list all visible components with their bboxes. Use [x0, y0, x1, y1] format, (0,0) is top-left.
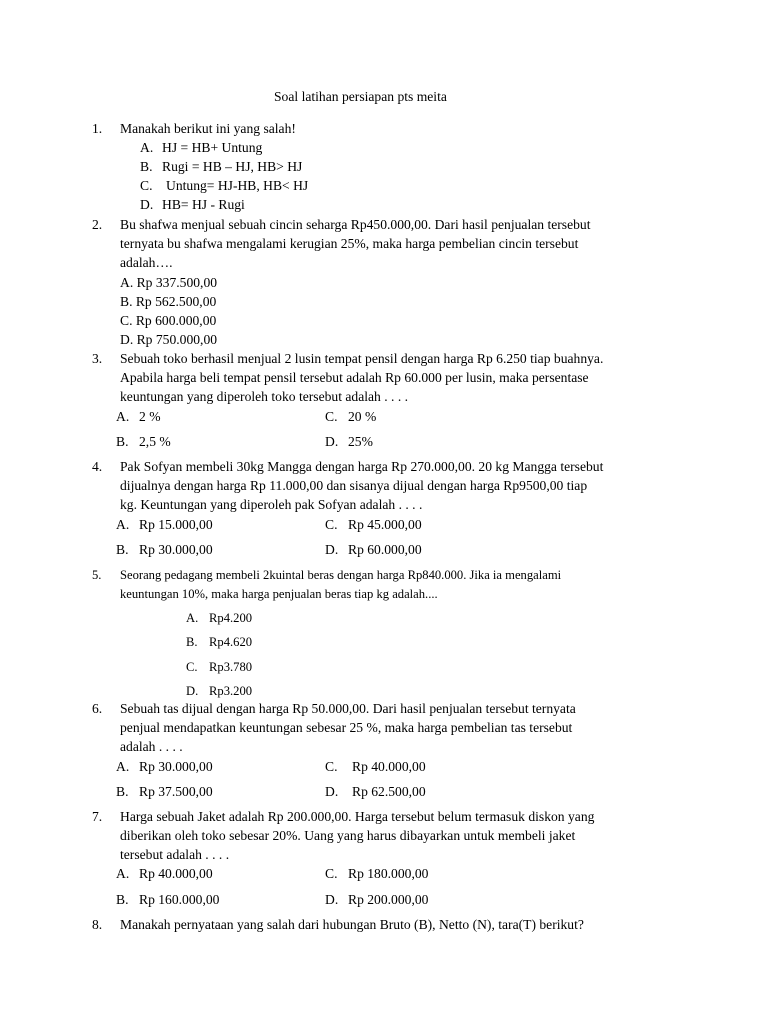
- option-letter: A.: [116, 409, 130, 424]
- question-number: 5.: [92, 568, 102, 582]
- option-letter: A.: [116, 517, 130, 532]
- question-text: keuntungan yang diperoleh toko tersebut adalah . . . .: [120, 389, 409, 404]
- question-text: Pak Sofyan membeli 30kg Mangga dengan harga Rp 270.000,00. 20 kg Mangga tersebut: [120, 459, 604, 474]
- option-letter: A.: [116, 759, 130, 774]
- option-letter: A.: [140, 140, 154, 155]
- option-text: Rp 15.000,00: [139, 517, 213, 532]
- option-text: Untung= HJ-HB, HB< HJ: [166, 178, 309, 193]
- option-text: Rp 40.000,00: [139, 866, 213, 881]
- option-text: C. Rp 600.000,00: [120, 313, 217, 328]
- option-text: Rp 30.000,00: [139, 759, 213, 774]
- option-text: Rp4.620: [209, 635, 253, 649]
- option-text: Rugi = HB – HJ, HB> HJ: [162, 159, 303, 174]
- question-number: 4.: [92, 459, 103, 474]
- question-number: 8.: [92, 917, 103, 932]
- question-text: diberikan oleh toko sebesar 20%. Uang yang harus dibayarkan untuk membeli jaket: [120, 828, 576, 843]
- option-text: Rp 45.000,00: [348, 517, 422, 532]
- option-text: Rp 37.500,00: [139, 784, 213, 799]
- question-text: Seorang pedagang membeli 2kuintal beras dengan harga Rp840.000. Jika ia mengalami: [120, 568, 562, 582]
- option-letter: D.: [325, 784, 339, 799]
- option-letter: C.: [186, 660, 198, 674]
- question-text: Apabila harga beli tempat pensil tersebut adalah Rp 60.000 per lusin, maka persentase: [120, 370, 589, 385]
- option-text: Rp 180.000,00: [348, 866, 429, 881]
- question-text: Bu shafwa menjual sebuah cincin seharga Rp450.000,00. Dari hasil penjualan tersebut: [120, 217, 591, 232]
- question-number: 3.: [92, 351, 103, 366]
- question-number: 2.: [92, 217, 103, 232]
- question-text: Sebuah tas dijual dengan harga Rp 50.000,00. Dari hasil penjualan tersebut ternyata: [120, 701, 576, 716]
- option-letter: C.: [140, 178, 153, 193]
- option-text: A. Rp 337.500,00: [120, 275, 218, 290]
- option-letter: C.: [325, 866, 338, 881]
- question-text: Sebuah toko berhasil menjual 2 lusin tempat pensil dengan harga Rp 6.250 tiap buahnya.: [120, 351, 604, 366]
- question-text: Harga sebuah Jaket adalah Rp 200.000,00. Harga tersebut belum termasuk diskon yang: [120, 809, 595, 824]
- question-text: Manakah pernyataan yang salah dari hubungan Bruto (B), Netto (N), tara(T) berikut?: [120, 917, 584, 932]
- question-text: adalah . . . .: [120, 739, 183, 754]
- option-letter: B.: [116, 784, 129, 799]
- option-text: 2 %: [139, 409, 161, 424]
- question-text: ternyata bu shafwa mengalami kerugian 25%, maka harga pembelian cincin tersebut: [120, 236, 579, 251]
- option-letter: D.: [140, 197, 154, 212]
- option-text: HJ = HB+ Untung: [162, 140, 263, 155]
- option-letter: B.: [116, 542, 129, 557]
- option-text: Rp 40.000,00: [352, 759, 426, 774]
- question-text: dijualnya dengan harga Rp 11.000,00 dan sisanya dijual dengan harga Rp9500,00 tiap: [120, 478, 588, 493]
- option-letter: D.: [325, 434, 339, 449]
- option-letter: D.: [325, 542, 339, 557]
- question-number: 6.: [92, 701, 103, 716]
- option-text: 2,5 %: [139, 434, 171, 449]
- question-number: 1.: [92, 121, 103, 136]
- question-text: penjual mendapatkan keuntungan sebesar 25 %, maka harga pembelian tas tersebut: [120, 720, 573, 735]
- option-text: Rp 30.000,00: [139, 542, 213, 557]
- option-letter: D.: [325, 892, 339, 907]
- option-text: Rp3.200: [209, 684, 253, 698]
- option-letter: C.: [325, 409, 338, 424]
- option-letter: C.: [325, 759, 338, 774]
- option-text: Rp 60.000,00: [348, 542, 422, 557]
- question-text: Manakah berikut ini yang salah!: [120, 121, 296, 136]
- page-title: Soal latihan persiapan pts meita: [274, 89, 447, 104]
- option-letter: D.: [186, 684, 199, 698]
- question-number: 7.: [92, 809, 103, 824]
- option-text: HB= HJ - Rugi: [162, 197, 245, 212]
- option-letter: B.: [186, 635, 198, 649]
- question-text: keuntungan 10%, maka harga penjualan beras tiap kg adalah....: [120, 587, 438, 601]
- option-text: Rp4.200: [209, 611, 253, 625]
- option-text: Rp 62.500,00: [352, 784, 426, 799]
- option-text: Rp 160.000,00: [139, 892, 220, 907]
- option-text: Rp 200.000,00: [348, 892, 429, 907]
- option-text: D. Rp 750.000,00: [120, 332, 218, 347]
- question-text: adalah….: [120, 255, 173, 270]
- question-text: tersebut adalah . . . .: [120, 847, 230, 862]
- option-text: 25%: [348, 434, 373, 449]
- option-text: Rp3.780: [209, 660, 253, 674]
- option-letter: B.: [116, 892, 129, 907]
- option-letter: A.: [186, 611, 199, 625]
- option-letter: C.: [325, 517, 338, 532]
- question-text: kg. Keuntungan yang diperoleh pak Sofyan adalah . . . .: [120, 497, 423, 512]
- option-letter: B.: [116, 434, 129, 449]
- option-text: B. Rp 562.500,00: [120, 294, 217, 309]
- option-letter: B.: [140, 159, 153, 174]
- option-text: 20 %: [348, 409, 377, 424]
- option-letter: A.: [116, 866, 130, 881]
